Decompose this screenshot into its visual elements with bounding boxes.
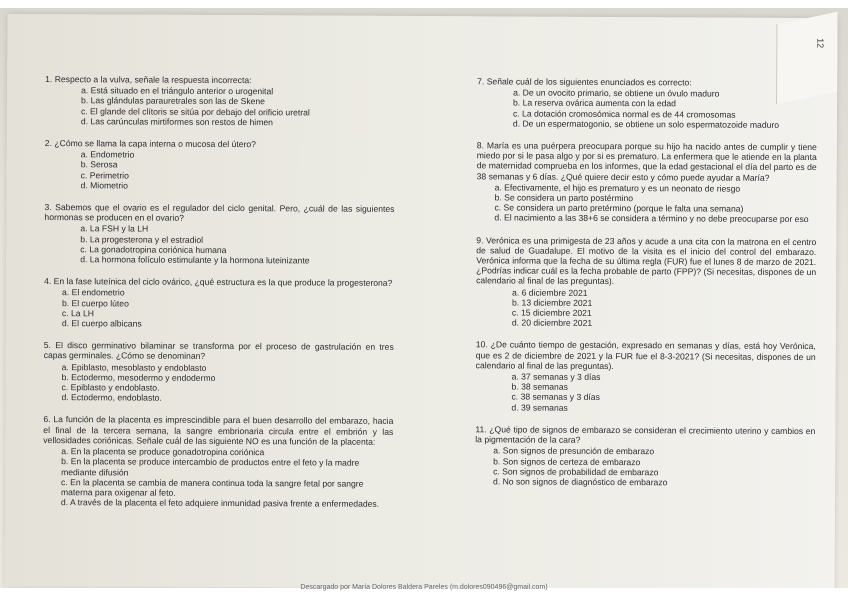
exam-sheet xyxy=(5,14,838,588)
answer-option: a. 6 diciembre 2021 xyxy=(512,287,588,298)
answer-option: c. La LH xyxy=(61,307,94,319)
page-number: 12 xyxy=(815,38,826,49)
answer-option: c. La dotación cromosómica normal es de 44 cromosomas xyxy=(512,108,736,120)
question-text: 10. ¿De cuánto tiempo de gestación, expresado en semanas y días, está hoy Verónica, que es 2 de diciembre de 2021 y la FUR fue el 8-3-2021? (Si necesitas, dispones de un calendario al final de las preguntas). xyxy=(475,339,816,371)
answer-options xyxy=(43,446,393,509)
question-block xyxy=(44,276,394,330)
answer-options xyxy=(477,87,817,130)
question-block xyxy=(43,415,393,510)
question-block xyxy=(45,74,395,128)
answer-option: d. Las carúnculas mirtiformes son restos de himen xyxy=(80,116,273,128)
answer-options xyxy=(45,85,395,128)
answer-option: b. 38 semanas xyxy=(511,381,568,393)
question-block xyxy=(43,340,393,404)
answer-option: b. El cuerpo lúteo xyxy=(61,297,129,309)
answer-option: c. 15 diciembre 2021 xyxy=(511,307,592,318)
answer-options xyxy=(475,371,815,414)
answer-options xyxy=(43,362,393,405)
answer-option: d. El cuerpo albicans xyxy=(61,318,142,329)
question-block xyxy=(475,424,815,488)
answer-options xyxy=(44,223,394,266)
answer-option: c. 38 semanas y 3 días xyxy=(511,391,600,403)
answer-option: d. No son signos de diagnóstico de embarazo xyxy=(493,476,668,488)
answer-option: a. Son signos de presunción de embarazo xyxy=(493,445,655,457)
answer-option: a. Efectivamente, el hijo es prematuro y es un neonato de riesgo xyxy=(494,182,741,194)
question-text: 5. El disco germinativo bilaminar se transforma por el proceso de gastrulación en tres capas germinales. ¿Cómo se denominan? xyxy=(43,340,394,362)
answer-option: d. El nacimiento a las 38+6 se considera a término y no debe preocuparse por eso xyxy=(494,212,809,225)
question-block xyxy=(477,76,817,130)
answer-option: c. Perimetrio xyxy=(80,169,129,181)
answer-option: b. Serosa xyxy=(80,159,118,170)
answer-option: d. 39 semanas xyxy=(511,402,568,413)
question-block xyxy=(476,235,816,330)
answer-option: d. De un espermatogonio, se obtiene un solo espermatozoide maduro xyxy=(512,118,780,130)
answer-option: a. El endometrio xyxy=(62,287,125,298)
question-text: 4. En la fase luteínica del ciclo ovárico, ¿qué estructura es la que produce la progesterona? xyxy=(44,276,393,289)
answer-options xyxy=(476,182,816,225)
answer-option: c. En la placenta se cambia de manera continua toda la sangre fetal por sangre materna para oxigenar al feto. xyxy=(60,476,364,498)
answer-option: b. La reserva ovárica aumenta con la edad xyxy=(513,97,676,109)
question-text: 6. La función de la placenta es imprescindible para el buen desarrollo del embarazo, hacia el final de la tercera semana, la sangre embrionaria circula entre el embrión y las vellosidades coriónicas. Señale cuál de las siguiente NO es una función de la placenta: xyxy=(43,414,394,447)
answer-option: a. De un ovocito primario, se obtiene un óvulo maduro xyxy=(513,87,720,99)
answer-option: c. La gonadotropina coriónica humana xyxy=(80,244,227,255)
answer-option: b. Ectodermo, mesodermo y endodermo xyxy=(61,371,216,383)
document-photo xyxy=(0,8,848,588)
question-text: 8. María es una puérpera preocupara porque su hijo ha nacido antes de cumplir y tiene miedo por si le pasa algo y por si es prematuro. La enfermera que le atiende en la planta de maternidad comprueba en los informes, que la edad gestacional el día del parto es de 38 semanas y 6 días. ¿Qué quiere decir esto y cómo puede ayudar a María? xyxy=(476,140,817,183)
answer-option: a. En la placenta se produce gonadotropina coriónica xyxy=(61,446,265,458)
answer-options xyxy=(475,446,815,489)
right-column xyxy=(475,76,817,500)
download-footer: Descargado por María Dolores Baldera Pareles (m.dolores090496@gmail.com) xyxy=(300,584,548,591)
question-text: 9. Verónica es una primigesta de 23 años y acude a una cita con la matrona en el centro de salud de Guadalupe. El motivo de la visita es el inicio del control del embarazo. Verónica informa que la fecha de su última regla (FUR) fue el lunes 8 de marzo de 2021. ¿Podrías indicar cuál es la fecha probable de parto (FPP)? (Si necesitas, dispones de un calendario al final de las preguntas). xyxy=(476,234,817,287)
answer-option: b. Se considera un parto postérmino xyxy=(494,192,634,204)
answer-option: b. En la placenta se produce intercambio de productos entre el feto y la madre mediante difusión xyxy=(61,456,360,477)
answer-options xyxy=(476,287,816,330)
answer-option: c. Se considera un parto pretérmino (porque le falta una semana) xyxy=(494,202,744,214)
answer-option: c. El glande del clítoris se sitúa por debajo del orificio uretral xyxy=(80,105,310,118)
question-block xyxy=(45,138,395,192)
answer-option: b. Las glándulas parauretrales son las de Skene xyxy=(81,95,266,107)
answer-option: a. Está situado en el triángulo anterior o urogenital xyxy=(81,85,274,97)
answer-option: a. La FSH y la LH xyxy=(80,223,149,235)
answer-option: c. Epiblasto y endoblasto. xyxy=(61,382,160,393)
answer-option: a. Epiblasto, mesoblasto y endoblasto xyxy=(61,361,207,373)
question-text: 7. Señale cuál de los siguientes enunciados es correcto: xyxy=(477,76,692,88)
answer-option: d. A través de la placenta el feto adquiere inmunidad pasiva frente a enfermedades. xyxy=(60,497,380,509)
answer-option: b. La progesterona y el estradiol xyxy=(80,233,204,245)
answer-option: c. Son signos de probabilidad de embarazo xyxy=(493,466,659,477)
answer-option: d. La hormona folículo estimulante y la hormona luteinizante xyxy=(80,254,310,266)
answer-options xyxy=(45,149,395,192)
answer-option: b. 13 diciembre 2021 xyxy=(511,297,593,308)
question-text: 3. Sabemos que el ovario es el regulador del ciclo genital. Pero, ¿cuál de las siguientes hormonas se producen en el ovario? xyxy=(44,202,395,223)
left-column xyxy=(43,74,395,521)
question-block xyxy=(475,340,815,414)
answer-option: d. Miometrio xyxy=(80,180,128,191)
question-text: 1. Respecto a la vulva, señale la respuesta incorrecta: xyxy=(45,74,252,86)
answer-option: a. Endometrio xyxy=(80,149,135,160)
answer-option: b. Son signos de certeza de embarazo xyxy=(493,455,641,467)
answer-option: a. 37 semanas y 3 días xyxy=(511,371,601,383)
question-text: 11. ¿Qué tipo de signos de embarazo se consideran el crecimiento uterino y cambios en la pigmentación de la cara? xyxy=(475,424,816,445)
answer-option: d. Ectodermo, endoblasto. xyxy=(61,392,162,403)
answer-options xyxy=(44,287,394,330)
answer-option: d. 20 diciembre 2021 xyxy=(511,317,593,329)
question-block xyxy=(476,140,816,224)
question-text: 2. ¿Cómo se llama la capa interna o mucosa del útero? xyxy=(44,138,256,150)
question-block xyxy=(44,202,394,266)
